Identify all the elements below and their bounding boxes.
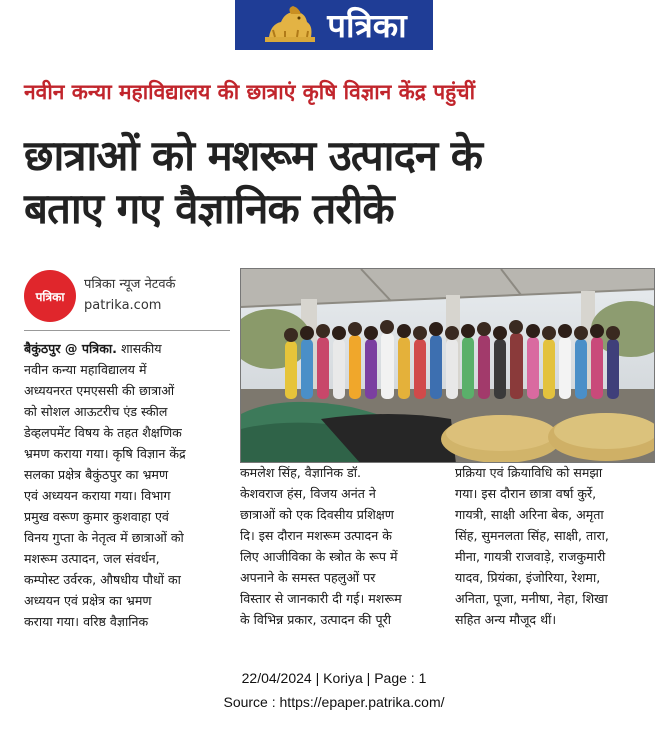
- article-line: गायत्री, साक्षी अरिना बेक, अमृता: [455, 507, 604, 522]
- patrika-logo: [24, 270, 76, 322]
- article-line: सहित अन्य मौजूद थीं।: [455, 612, 557, 627]
- article-line: लिए आजीविका के स्त्रोत के रूप में: [240, 549, 398, 564]
- article-line: अध्ययन एवं प्रक्षेत्र का भ्रमण: [24, 593, 152, 608]
- lion-emblem-icon: [261, 4, 319, 46]
- article-line: छात्राओं को एक दिवसीय प्रशिक्षण: [240, 507, 394, 522]
- article-line: प्रमुख वरूण कुमार कुशवाहा एवं: [24, 509, 169, 524]
- byline-network: पत्रिका न्यूज नेटवर्क: [84, 277, 176, 292]
- headline: [24, 130, 654, 235]
- article-line: केशवराज हंस, विजय अनंत ने: [240, 486, 376, 501]
- source-link[interactable]: Source : https://epaper.patrika.com/: [223, 694, 445, 710]
- article-column-2: [240, 462, 445, 630]
- article-line: भ्रमण कराया गया। कृषि विज्ञान केंद्र: [24, 446, 186, 461]
- students-group-photo: [240, 268, 655, 463]
- article-line: विनय गुप्ता के नेतृत्व में छात्राओं को: [24, 530, 184, 545]
- source-footer: [0, 666, 668, 714]
- article-line: के विभिन्न प्रकार, उत्पादन की पूरी: [240, 612, 392, 627]
- article-line: कम्पोस्ट उर्वरक, औषधीय पौधों का: [24, 572, 181, 587]
- article-line: गया। इस दौरान छात्रा वर्षा कुर्रे,: [455, 486, 597, 501]
- article-line: अनिता, पूजा, मनीषा, नेहा, शिखा: [455, 591, 608, 606]
- article-line: मशरूम उत्पादन, जल संवर्धन,: [24, 551, 160, 566]
- article-line: दि। इस दौरान मशरूम उत्पादन के: [240, 528, 392, 543]
- photo-illustration: [241, 269, 655, 463]
- article-line: सलका प्रक्षेत्र बैकुंठपुर का भ्रमण: [24, 467, 169, 482]
- article-line: अध्ययनरत एमएससी की छात्राओं: [24, 383, 175, 398]
- article-line: प्रक्रिया एवं क्रियाविधि को समझा: [455, 465, 603, 480]
- article-line: नवीन कन्या महाविद्यालय में: [24, 362, 147, 377]
- headline-line-2: बताए गए वैज्ञानिक तरीके: [24, 183, 394, 233]
- article-line: को सोशल आऊटरीच एंड स्कील: [24, 404, 168, 419]
- patrika-logo-text: पत्रिका: [35, 289, 65, 304]
- article-line: अपनाने के समस्त पहलुओं पर: [240, 570, 376, 585]
- article-line: डेव्हलपमेंट विषय के तहत शैक्षणिक: [24, 425, 182, 440]
- article-line: एवं अध्ययन कराया गया। विभाग: [24, 488, 171, 503]
- dateline: बैकुंठपुर @ पत्रिका.: [24, 341, 117, 356]
- article-line: कराया गया। वरिष्ठ वैज्ञानिक: [24, 614, 149, 629]
- article-column-1: [24, 338, 230, 632]
- article-line: मीना, गायत्री राजवाड़े, राजकुमारी: [455, 549, 606, 564]
- headline-line-1: छात्राओं को मशरूम उत्पादन के: [24, 131, 483, 180]
- masthead: [235, 0, 433, 50]
- edition-info: 22/04/2024 | Koriya | Page : 1: [241, 670, 427, 686]
- article-column-3: [455, 462, 660, 630]
- article-line: बैकुंठपुर @ पत्रिका. शासकीय: [24, 341, 162, 356]
- kicker-line: नवीन कन्या महाविद्यालय की छात्राएं कृषि विज्ञान केंद्र पहुंचीं: [24, 80, 476, 104]
- article-line: यादव, प्रियंका, इंजोरिया, रेशमा,: [455, 570, 601, 585]
- article-line: कमलेश सिंह, वैज्ञानिक डॉ.: [240, 465, 362, 480]
- masthead-title: पत्रिका: [327, 5, 407, 45]
- article-line: विस्तार से जानकारी दी गई। मशरूम: [240, 591, 402, 606]
- byline-site: patrika.com: [84, 298, 162, 313]
- byline-divider: [24, 330, 230, 331]
- article-line: सिंह, सुमनलता सिंह, साक्षी, तारा,: [455, 528, 609, 543]
